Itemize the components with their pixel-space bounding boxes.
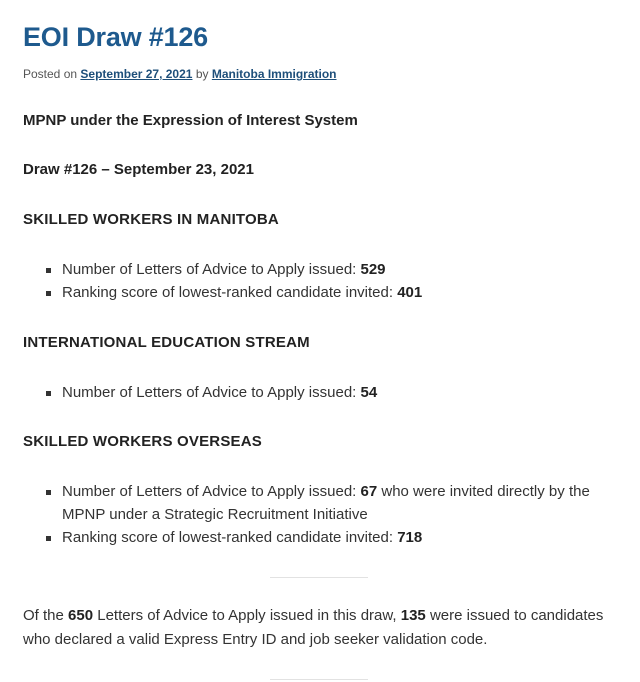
item-suffix: who were invited directly by the MPNP under a Strategic Recruitment Initiative bbox=[62, 483, 590, 523]
section-list-international-education bbox=[44, 381, 614, 404]
posted-on-label: Posted on bbox=[23, 67, 78, 81]
item-text: Ranking score of lowest-ranked candidate invited: bbox=[62, 529, 394, 546]
list-item bbox=[44, 526, 614, 549]
list-item bbox=[44, 258, 614, 281]
bullet-icon bbox=[46, 268, 51, 273]
summary-total: 650 bbox=[68, 607, 94, 624]
item-value: 54 bbox=[360, 384, 378, 401]
list-item bbox=[44, 281, 614, 304]
author-link[interactable]: Manitoba Immigration bbox=[211, 67, 337, 81]
post-meta bbox=[23, 67, 337, 81]
section-heading-international-education: INTERNATIONAL EDUCATION STREAM bbox=[23, 334, 310, 351]
draw-line: Draw #126 – September 23, 2021 bbox=[23, 161, 254, 178]
section-heading-skilled-workers-overseas: SKILLED WORKERS OVERSEAS bbox=[23, 433, 262, 450]
item-value: 67 bbox=[360, 483, 378, 500]
post-date-link[interactable]: September 27, 2021 bbox=[80, 67, 193, 81]
bullet-icon bbox=[46, 536, 51, 541]
divider-bottom bbox=[270, 679, 368, 680]
item-value: 718 bbox=[397, 529, 423, 546]
item-text: Number of Letters of Advice to Apply issued: bbox=[62, 261, 357, 278]
summary-part3: were issued to candidates who declared a valid Express Entry ID and job seeker validation code. bbox=[23, 607, 604, 648]
divider bbox=[270, 577, 368, 578]
item-text: Number of Letters of Advice to Apply issued: bbox=[62, 483, 357, 500]
system-line: MPNP under the Expression of Interest System bbox=[23, 112, 358, 129]
bullet-icon bbox=[46, 391, 51, 396]
section-list-skilled-workers-overseas bbox=[44, 480, 614, 549]
summary-express-count: 135 bbox=[400, 607, 426, 624]
list-item bbox=[44, 480, 614, 526]
list-item bbox=[44, 381, 614, 404]
item-text: Ranking score of lowest-ranked candidate invited: bbox=[62, 284, 394, 301]
summary-part2: Letters of Advice to Apply issued in this draw, bbox=[97, 607, 397, 624]
post-title: EOI Draw #126 bbox=[23, 22, 209, 52]
section-list-skilled-workers-manitoba bbox=[44, 258, 614, 304]
bullet-icon bbox=[46, 490, 51, 495]
bullet-icon bbox=[46, 291, 51, 296]
section-heading-skilled-workers-manitoba: SKILLED WORKERS IN MANITOBA bbox=[23, 211, 279, 228]
summary-paragraph bbox=[23, 604, 613, 652]
item-value: 529 bbox=[360, 261, 386, 278]
item-value: 401 bbox=[397, 284, 423, 301]
by-label: by bbox=[195, 67, 209, 81]
item-text: Number of Letters of Advice to Apply issued: bbox=[62, 384, 357, 401]
summary-part1: Of the bbox=[23, 607, 64, 624]
